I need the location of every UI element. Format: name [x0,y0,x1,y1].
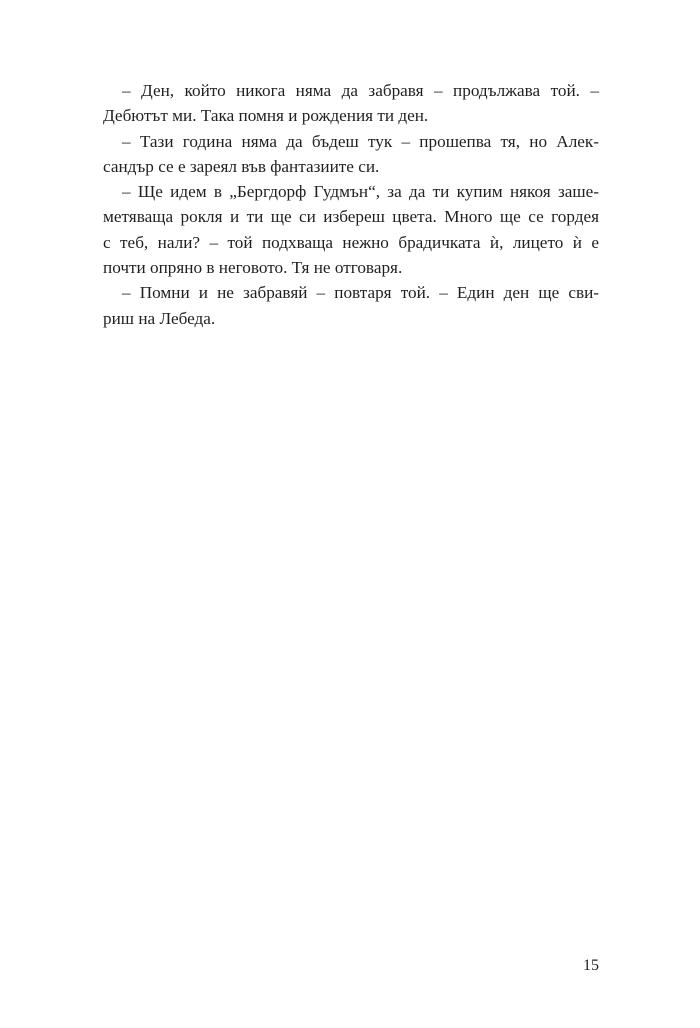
text-line: – Помни и не забравяй – повтаря той. – Един ден ще сви- [122,283,599,303]
text-line: – Ще идем в „Бергдорф Гудмън“, за да ти купим някоя заше- [122,182,599,202]
text-line: риш на Лебеда. [103,308,216,328]
text-line: сандър се е зареял във фантазиите си. [103,156,380,176]
page-number: 15 [583,957,599,974]
text-line: – Тази година няма да бъдеш тук – прошепва тя, но Алек- [122,131,599,151]
text-line: с теб, нали? – той подхваща нежно брадичката ѝ, лицето ѝ е [103,232,599,252]
text-line: почти опряно в неговото. Тя не отговаря. [103,258,403,278]
body-text [103,78,599,331]
text-line: – Ден, който никога няма да забравя – продължава той. – [122,81,599,100]
text-line: метяваща рокля и ти ще си избереш цвета. Много ще се гордея [103,207,599,227]
text-line: Дебютът ми. Така помня и рождения ти ден. [103,106,429,126]
